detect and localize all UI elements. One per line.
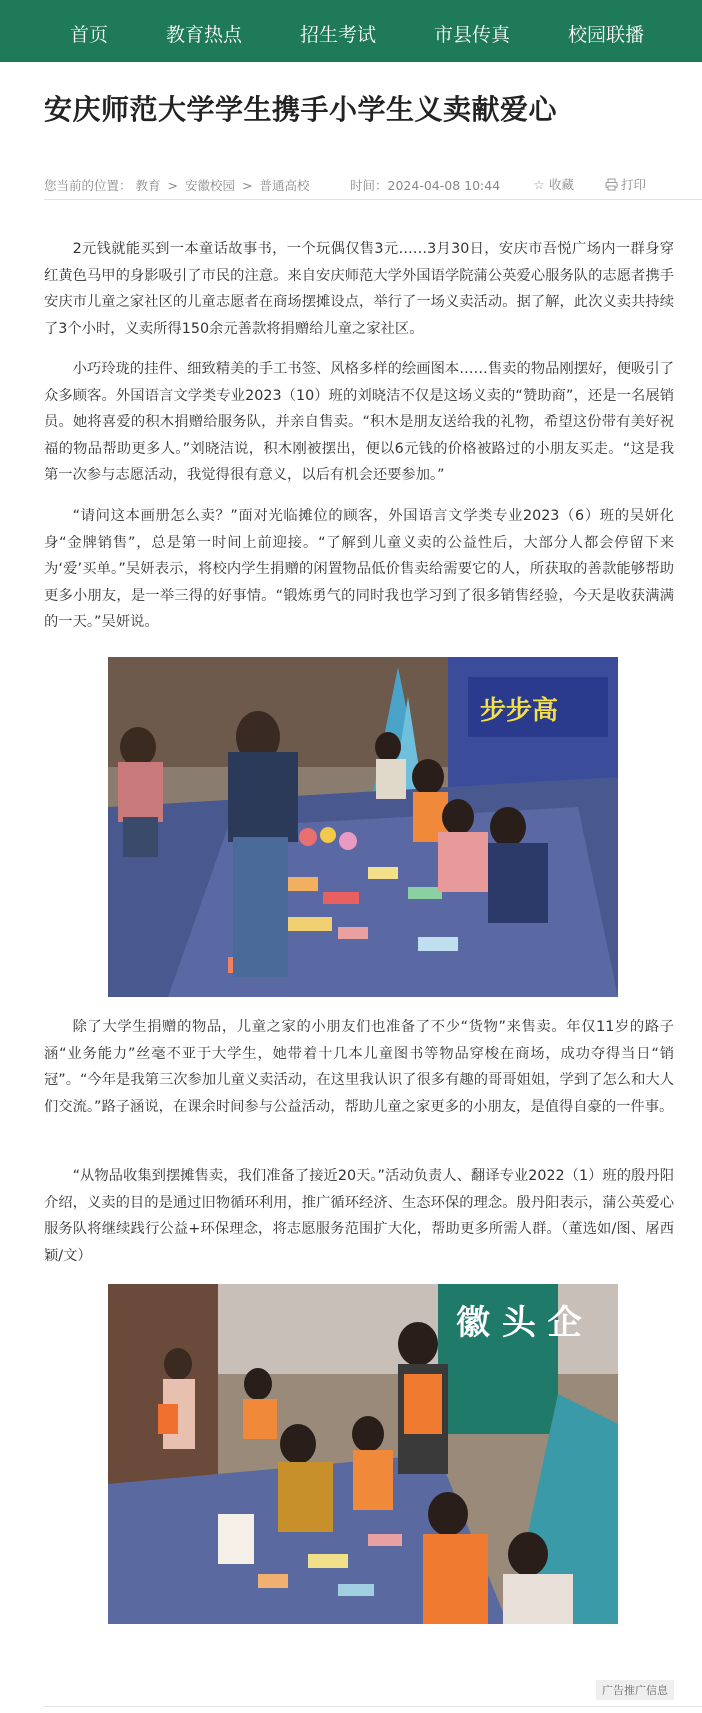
printer-icon (604, 177, 618, 192)
publish-time (350, 176, 500, 194)
breadcrumb-separator: > (241, 178, 253, 193)
banner-sign-text: 徽 头 企 (456, 1303, 582, 1343)
article-paragraph: “从物品收集到摆摊售卖，我们准备了接近20天。”活动负责人、翻译专业2022（1）班的殷丹阳介绍，义卖的目的是通过旧物循环利用，推广循环经济、生态环保的理念。殷丹阳表示，蒲公英爱心服务队将继续践行公益+环保理念，将志愿服务范围扩大化，帮助更多所需人群。（董选如/图、屠西颖/文） (44, 1168, 674, 1264)
article-paragraph: 除了大学生捐赠的物品，儿童之家的小朋友们也准备了不少“货物”来售卖。年仅11岁的路子涵“业务能力”丝毫不亚于大学生，她带着十几本儿童图书等物品穿梭在商场，成功夺得当日“销冠”。“今年是我第三次参加儿童义卖活动，在这里我认识了很多有趣的哥哥姐姐，学到了怎么和大人们交流。”路子涵说，在课余时间参与公益活动，帮助儿童之家更多的小朋友，是值得自豪的一件事。 (44, 1019, 674, 1115)
time-value: 2024-04-08 10:44 (387, 178, 501, 193)
footer-divider (44, 1706, 702, 1707)
time-label: 时间： (350, 178, 388, 193)
article-photo-volunteers (108, 1284, 618, 1624)
article-paragraph: 小巧玲珑的挂件、细致精美的手工书签、风格多样的绘画图本……售卖的物品刚摆好，便吸引了众多顾客。外国语言文学类专业2023（10）班的刘晓洁不仅是这场义卖的“赞助商”，还是一名展销员。她将喜爱的积木捐赠给服务队，并亲自售卖。“积木是朋友送给我的礼物，希望这份带有美好祝福的物品帮助更多人。”刘晓洁说，积木刚被摆出，便以6元钱的价格被路过的小朋友买走。“这是我第一次参与志愿活动，我觉得很有意义，以后有机会还要参加。” (44, 361, 674, 483)
ad-promo-label[interactable]: 广告推广信息 (596, 1680, 674, 1700)
article-photo-charity-sale (108, 657, 618, 997)
breadcrumb-link-universities[interactable]: 普通高校 (259, 178, 310, 193)
nav-item-home[interactable]: 首页 (70, 24, 109, 46)
nav-item-campus-news[interactable]: 校园联播 (568, 24, 645, 46)
favorite-label: 收藏 (549, 177, 575, 192)
article-title: 安庆师范大学学生携手小学生义卖献爱心 (44, 93, 558, 126)
top-nav-bar (0, 0, 702, 62)
breadcrumb-link-anhui-campus[interactable]: 安徽校园 (184, 178, 235, 193)
breadcrumb-separator: > (167, 178, 178, 193)
star-icon: ☆ (533, 177, 545, 192)
article-paragraph: 2元钱就能买到一本童话故事书，一个玩偶仅售3元……3月30日，安庆市吾悦广场内一群身穿红黄色马甲的身影吸引了市民的注意。来自安庆师范大学外国语学院蒲公英爱心服务队的志愿者携手安庆市儿童之家社区的儿童志愿者在商场摆摊设点，举行了一场义卖活动。据了解，此次义卖共持续了3个小时，义卖所得150余元善款将捐赠给儿童之家社区。 (44, 241, 674, 337)
article-paragraph: “请问这本画册怎么卖？”面对光临摊位的顾客，外国语言文学类专业2023（6）班的吴妍化身“金牌销售”，总是第一时间上前迎接。“了解到儿童义卖的公益性后，大部分人都会停留下来为‘爱’买单。”吴妍表示，将校内学生捐赠的闲置物品低价售卖给需要它的人，所获取的善款能够帮助更多小朋友，是一举三得的好事情。“锻炼勇气的同时我也学习到了很多销售经验，今天是收获满满的一天。”吴妍说。 (44, 508, 674, 630)
nav-item-education-hot[interactable]: 教育热点 (166, 24, 243, 46)
nav-item-county-news[interactable]: 市县传真 (434, 24, 511, 46)
location-label: 您当前的位置： (44, 178, 132, 193)
print-button[interactable] (604, 175, 646, 193)
mall-sign-text: 步步高 (480, 696, 559, 726)
breadcrumb (44, 176, 309, 194)
breadcrumb-link-education[interactable]: 教育 (135, 178, 161, 193)
nav-item-admission-exam[interactable]: 招生考试 (300, 24, 377, 46)
favorite-button[interactable] (532, 175, 574, 193)
print-label: 打印 (621, 177, 647, 192)
meta-divider (44, 199, 702, 200)
